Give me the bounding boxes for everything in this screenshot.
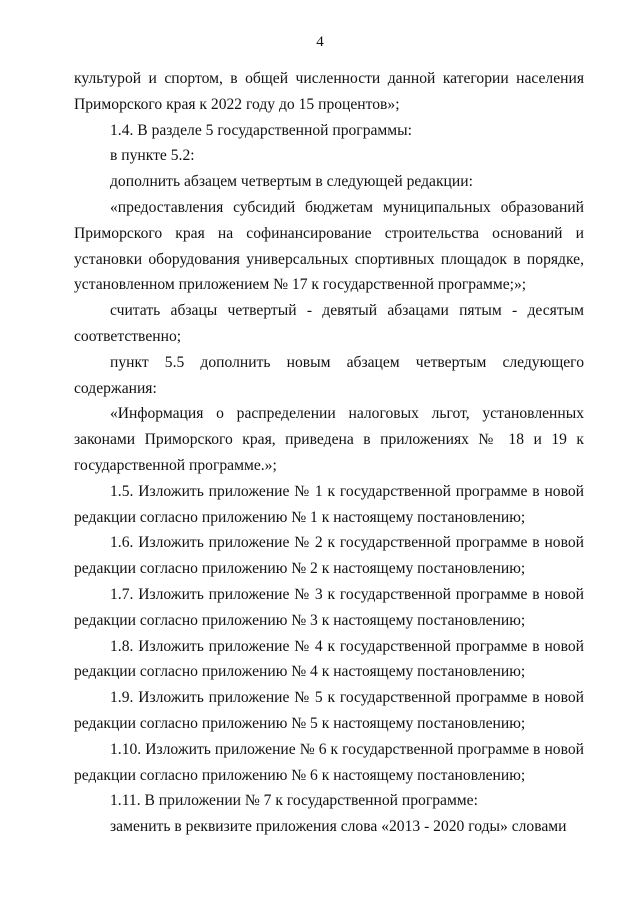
- paragraph: 1.9. Изложить приложение № 5 к государственной программе в новой редакции согласно приложению № 5 к настоящему постановлению;: [74, 689, 584, 732]
- paragraph: 1.10. Изложить приложение № 6 к государственной программе в новой редакции согласно приложению № 6 к настоящему постановлению;: [74, 740, 584, 784]
- paragraph: 1.5. Изложить приложение № 1 к государственной программе в новой редакции согласно приложению № 1 к настоящему постановлению;: [74, 482, 584, 526]
- document-body: [74, 66, 584, 840]
- paragraph: 1.8. Изложить приложение № 4 к государственной программе в новой редакции согласно приложению № 4 к настоящему постановлению;: [74, 637, 584, 681]
- paragraph: в пункте 5.2:: [110, 147, 195, 165]
- paragraph: «Информация о распределении налоговых льгот, установленных законами Приморского края, приведена в приложениях № 18 и 19 к государственной программе.»;: [74, 405, 584, 474]
- paragraph: 1.11. В приложении № 7 к государственной программе:: [110, 792, 478, 810]
- paragraph: «предоставления субсидий бюджетам муниципальных образований Приморского края на софинансирование строительства оснований и установки оборудования универсальных спортивных площадок в порядке, установленном приложением № 17 к государственной программе;»;: [74, 198, 584, 294]
- paragraph: 1.6. Изложить приложение № 2 к государственной программе в новой редакции согласно приложению № 2 к настоящему постановлению;: [74, 534, 584, 578]
- paragraph: считать абзацы четвертый - девятый абзацами пятым - десятым соответственно;: [74, 302, 584, 345]
- paragraph: 1.7. Изложить приложение № 3 к государственной программе в новой редакции согласно приложению № 3 к настоящему постановлению;: [74, 585, 584, 629]
- paragraph: заменить в реквизите приложения слова «2013 - 2020 годы» словами: [110, 818, 567, 836]
- page-number: 4: [316, 34, 324, 50]
- paragraph: пункт 5.5 дополнить новым абзацем четвертым следующего содержания:: [74, 353, 584, 397]
- paragraph: дополнить абзацем четвертым в следующей редакции:: [110, 173, 473, 191]
- paragraph: культурой и спортом, в общей численности данной категории населения Приморского края к 2022 году до 15 процентов»;: [74, 70, 584, 113]
- paragraph: 1.4. В разделе 5 государственной программы:: [110, 121, 412, 139]
